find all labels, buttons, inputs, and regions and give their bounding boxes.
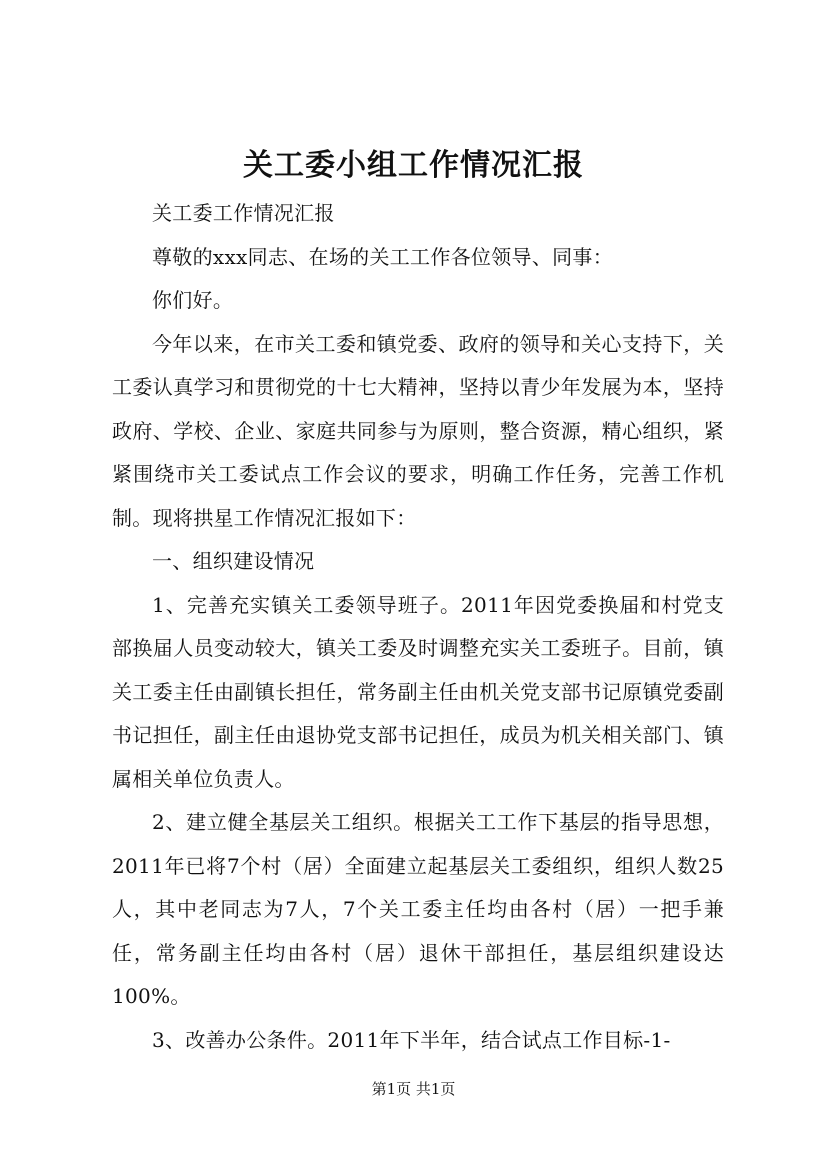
paragraph-greeting: 你们好。 bbox=[152, 288, 234, 312]
paragraph-salutation: 尊敬的xxx同志、在场的关工工作各位领导、同事： bbox=[152, 244, 614, 269]
document-body bbox=[112, 192, 724, 1062]
paragraph-item-1: 1、完善充实镇关工委领导班子。2011年因党委换届和村党支部换届人员变动较大，镇关工委及时调整充实关工委班子。目前，镇关工委主任由副镇长担任，常务副主任由机关党支部书记原镇党委副书记担任，副主任由退协党支部书记担任，成员为机关相关部门、镇属相关单位负责人。 bbox=[112, 592, 724, 791]
page-footer: 第1页 共1页 bbox=[371, 1080, 456, 1098]
paragraph-item-3: 3、改善办公条件。2011年下半年，结合试点工作目标-1- bbox=[152, 1027, 671, 1052]
paragraph-subtitle: 关工委工作情况汇报 bbox=[152, 201, 335, 225]
section-heading: 一、组织建设情况 bbox=[152, 549, 315, 573]
paragraph-intro: 今年以来，在市关工委和镇党委、政府的领导和关心支持下，关工委认真学习和贯彻党的十七大精神，坚持以青少年发展为本，坚持政府、学校、企业、家庭共同参与为原则，整合资源，精心组织，紧紧围绕市关工委试点工作会议的要求，明确工作任务，完善工作机制。现将拱星工作情况汇报如下： bbox=[112, 331, 724, 530]
document-title: 关工委小组工作情况汇报 bbox=[243, 148, 584, 183]
paragraph-item-2: 2、建立健全基层关工组织。根据关工工作下基层的指导思想，2011年已将7个村（居）全面建立起基层关工委组织，组织人数25人，其中老同志为7人，7个关工委主任均由各村（居）一把手兼任，常务副主任均由各村（居）退休干部担任，基层组织建设达100%。 bbox=[112, 810, 724, 1008]
